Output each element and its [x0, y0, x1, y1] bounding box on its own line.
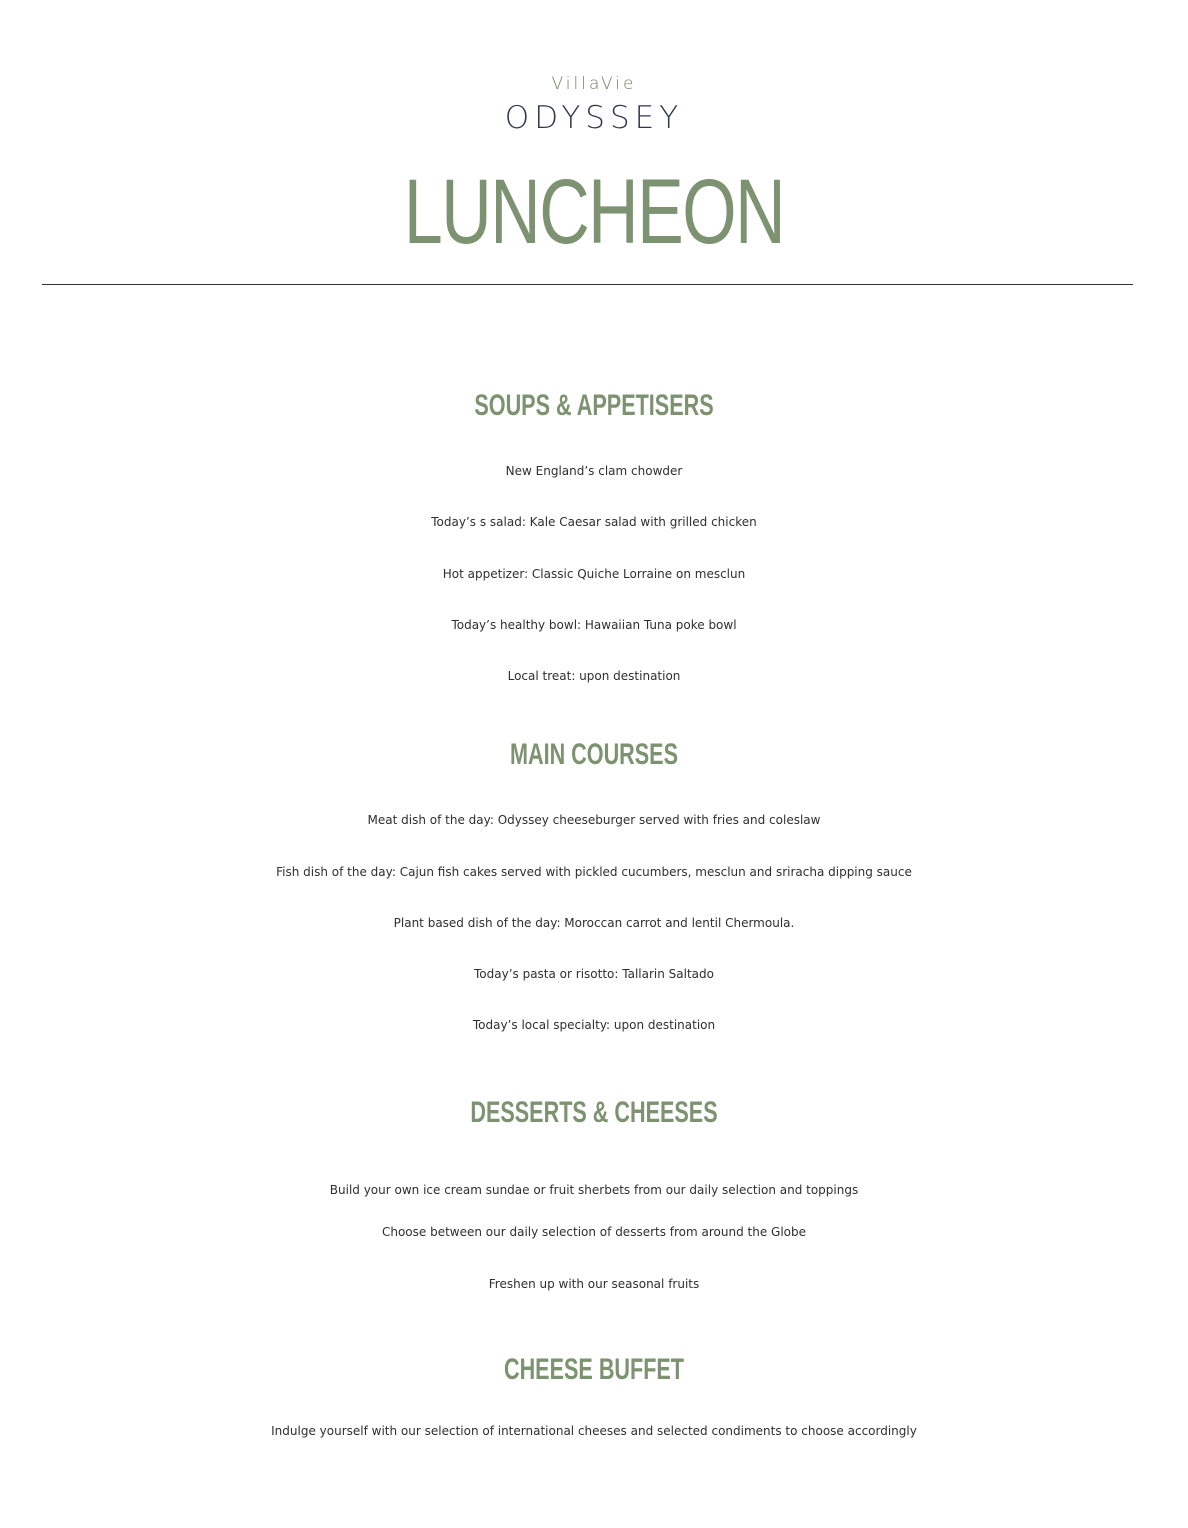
- menu-item: Fish dish of the day: Cajun fish cakes served with pickled cucumbers, mesclun and sriracha dipping sauce: [276, 865, 912, 879]
- brand-logo-odyssey: ODYSSEY: [504, 100, 684, 136]
- menu-item: Plant based dish of the day: Moroccan carrot and lentil Chermoula.: [393, 916, 795, 930]
- menu-item: Today’s s salad: Kale Caesar salad with grilled chicken: [431, 515, 757, 529]
- menu-item: Build your own ice cream sundae or fruit sherbets from our daily selection and toppings: [329, 1183, 859, 1197]
- menu-item: New England’s clam chowder: [505, 464, 683, 478]
- title-divider: [42, 284, 1133, 285]
- menu-item: Today’s local specialty: upon destination: [472, 1018, 716, 1032]
- menu-item: Freshen up with our seasonal fruits: [488, 1277, 700, 1291]
- menu-item: Local treat: upon destination: [507, 669, 681, 683]
- menu-item: Choose between our daily selection of desserts from around the Globe: [381, 1225, 807, 1239]
- section-heading-desserts-cheeses: DESSERTS & CHEESES: [470, 1096, 718, 1129]
- menu-item: Indulge yourself with our selection of international cheeses and selected condiments to choose accordingly: [271, 1424, 917, 1438]
- section-heading-cheese-buffet: CHEESE BUFFET: [503, 1353, 685, 1386]
- menu-item: Today’s healthy bowl: Hawaiian Tuna poke bowl: [451, 618, 737, 632]
- section-heading-main-courses: MAIN COURSES: [509, 738, 679, 771]
- brand-logo-villavie: VillaVie: [551, 74, 637, 94]
- menu-item: Hot appetizer: Classic Quiche Lorraine on mesclun: [442, 567, 746, 581]
- menu-title: LUNCHEON: [403, 161, 785, 263]
- menu-item: Today’s pasta or risotto: Tallarin Saltado: [474, 967, 714, 981]
- section-heading-soups-appetisers: SOUPS & APPETISERS: [474, 389, 714, 422]
- menu-item: Meat dish of the day: Odyssey cheeseburger served with fries and coleslaw: [367, 813, 821, 827]
